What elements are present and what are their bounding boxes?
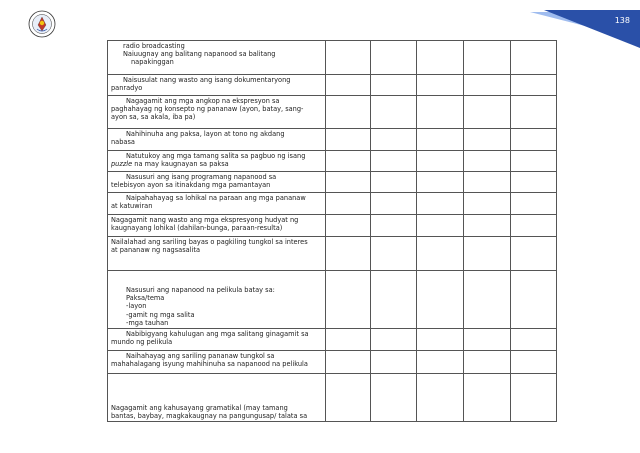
- table-row: [108, 374, 557, 422]
- table-row: [108, 237, 557, 271]
- table-row: [108, 215, 557, 237]
- competency-cell: Nagagamit ang mga angkop na ekspresyon sa paghahayag ng konsepto ng pananaw (ayon, batay, sang- ayon sa, sa akala, iba pa): [108, 96, 326, 129]
- competency-cell: Naipahahayag sa lohikal na paraan ang mga pananaw at katuwiran: [108, 193, 326, 215]
- table-row: [108, 329, 557, 351]
- italic-word: puzzle: [111, 160, 133, 169]
- competency-cell: Nagagamit nang wasto ang mga ekspresyong hudyat ng kaugnayang lohikal (dahilan-bunga, paraan-resulta): [108, 215, 326, 237]
- competency-cell: Nasusuri ang isang programang napanood sa telebisyon ayon sa itinakdang mga pamantayan: [108, 172, 326, 193]
- table-row: [108, 41, 557, 75]
- table-row: [108, 271, 557, 329]
- competency-cell: Nahihinuha ang paksa, layon at tono ng akdang nabasa: [108, 129, 326, 151]
- deped-seal-icon: [28, 10, 56, 38]
- table-row: [108, 351, 557, 374]
- competency-cell: Natutukoy ang mga tamang salita sa pagbuo ng isang puzzle na may kaugnayan sa paksa: [108, 151, 326, 172]
- table-row: [108, 129, 557, 151]
- competency-cell: Nabibigyang kahulugan ang mga salitang ginagamit sa mundo ng pelikula: [108, 329, 326, 351]
- table-row: [108, 75, 557, 96]
- competency-cell: Naihahayag ang sariling pananaw tungkol sa mahahalagang isyung mahihinuha sa napanood na pelikula: [108, 351, 326, 374]
- table-row: [108, 151, 557, 172]
- competency-cell: Naisusulat nang wasto ang isang dokumentaryong panradyo: [108, 75, 326, 96]
- table-row: [108, 172, 557, 193]
- table-row: [108, 193, 557, 215]
- curriculum-table: [107, 40, 557, 422]
- competency-cell: Nagagamit ang kahusayang gramatikal (may tamang bantas, baybay, magkakaugnay na pangungusap/ talata sa: [108, 374, 326, 422]
- table-row: [108, 96, 557, 129]
- competency-cell: Nailalahad ang sariling bayas o pagkiling tungkol sa interes at pananaw ng nagsasalita: [108, 237, 326, 271]
- competency-cell: Nasusuri ang napanood na pelikula batay sa: Paksa/tema -layon -gamit ng mga salita -mga tauhan: [108, 271, 326, 329]
- page-number: 138: [614, 16, 630, 25]
- competency-cell: radio broadcasting Naiuugnay ang balitang napanood sa balitang napakinggan: [108, 41, 326, 75]
